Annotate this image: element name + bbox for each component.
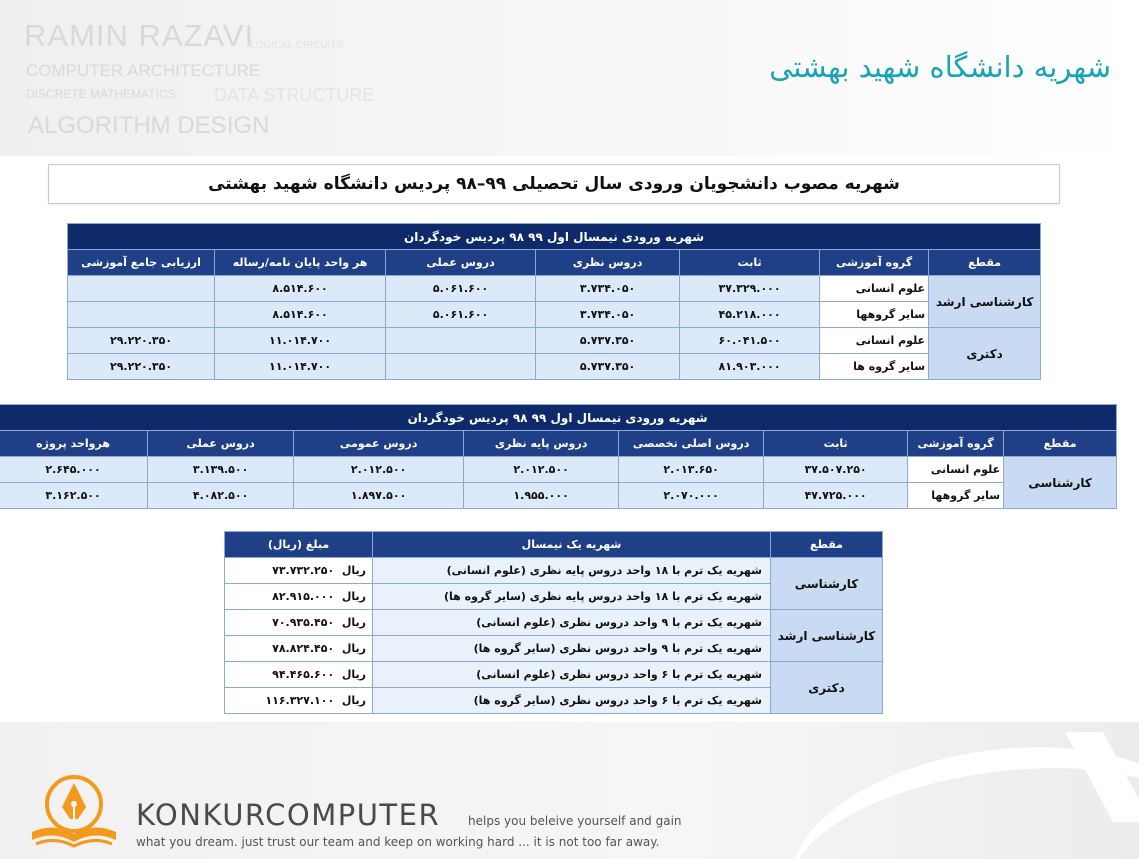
practical-cell: ۵.۰۶۱.۶۰۰ <box>386 302 536 328</box>
table2-header-fixed: ثابت <box>764 431 908 457</box>
thesis-cell: ۸.۵۱۴.۶۰۰ <box>215 302 386 328</box>
level-cell: کارشناسی <box>771 558 883 610</box>
amount-value: ۸۲.۹۱۵.۰۰۰ <box>272 590 335 603</box>
table1-header-exam: ارزیابی جامع آموزشی <box>68 250 215 276</box>
table-row <box>225 558 883 584</box>
description-cell: شهریه یک ترم با ۱۸ واحد دروس پایه نظری (سایر گروه ها) <box>373 584 771 610</box>
currency-label: ریال <box>341 642 366 655</box>
practical-cell: ۴.۰۸۲.۵۰۰ <box>148 483 294 509</box>
level-cell: دکتری <box>929 328 1041 380</box>
watermark-logical-circuits: LOGICAL CIRCUITS <box>250 40 343 51</box>
amount-cell <box>225 584 373 610</box>
amount-value: ۷۸.۸۲۴.۴۵۰ <box>272 642 335 655</box>
basic-cell: ۱.۹۵۵.۰۰۰ <box>464 483 619 509</box>
theory-cell: ۵.۷۳۷.۳۵۰ <box>536 328 680 354</box>
description-cell: شهریه یک ترم با ۹ واحد دروس نظری (سایر گروه ها) <box>373 636 771 662</box>
exam-cell: ۲۹.۲۲۰.۳۵۰ <box>68 354 215 380</box>
level-cell: کارشناسی ارشد <box>929 276 1041 328</box>
table-row <box>68 276 1041 302</box>
currency-label: ریال <box>341 668 366 681</box>
table2-header-level: مقطع <box>1004 431 1117 457</box>
currency-label: ریال <box>341 694 366 707</box>
heading-text: شهریه مصوب دانشجویان ورودی سال تحصیلی ۹۹–۹۸ پردیس دانشگاه شهید بهشتی <box>208 174 900 194</box>
exam-cell <box>68 276 215 302</box>
practical-cell: ۵.۰۶۱.۶۰۰ <box>386 276 536 302</box>
tagline-line-2: what you dream. just trust our team and keep on working hard ... it is not too far away. <box>136 835 660 849</box>
basic-cell: ۲.۰۱۲.۵۰۰ <box>464 457 619 483</box>
fixed-cell: ۳۷.۳۲۹.۰۰۰ <box>680 276 820 302</box>
group-cell: علوم انسانی <box>908 457 1004 483</box>
group-cell: سایر گروه ها <box>820 354 929 380</box>
group-cell: سایر گروهها <box>908 483 1004 509</box>
theory-cell: ۳.۷۳۴.۰۵۰ <box>536 276 680 302</box>
thesis-cell: ۸.۵۱۴.۶۰۰ <box>215 276 386 302</box>
table1-header-theory: دروس نظری <box>536 250 680 276</box>
description-cell: شهریه یک ترم با ۹ واحد دروس نظری (علوم انسانی) <box>373 610 771 636</box>
level-cell: کارشناسی ارشد <box>771 610 883 662</box>
table-row <box>68 354 1041 380</box>
table1-header-practical: دروس عملی <box>386 250 536 276</box>
practical-cell <box>386 328 536 354</box>
exam-cell <box>68 302 215 328</box>
watermark-discrete-math: DISCRETE MATHEMATICS <box>26 87 176 101</box>
amount-value: ۹۴.۴۶۵.۶۰۰ <box>272 668 335 681</box>
description-cell: شهریه یک ترم با ۶ واحد دروس نظری (علوم انسانی) <box>373 662 771 688</box>
table3-header-level: مقطع <box>771 532 883 558</box>
table-row <box>0 457 1117 483</box>
theory-cell: ۵.۷۳۷.۳۵۰ <box>536 354 680 380</box>
table2-band-title: شهریه ورودی نیمسال اول ۹۹ ۹۸ پردیس خودگردان <box>0 405 1117 431</box>
table1-header-level: مقطع <box>929 250 1041 276</box>
fixed-cell: ۴۵.۲۱۸.۰۰۰ <box>680 302 820 328</box>
graduate-fee-table <box>67 223 1041 380</box>
table2-header-basic: دروس پایه نظری <box>464 431 619 457</box>
core-cell: ۲.۰۱۳.۶۵۰ <box>619 457 764 483</box>
pen-book-logo-icon <box>28 774 120 852</box>
exam-cell: ۲۹.۲۲۰.۳۵۰ <box>68 328 215 354</box>
description-cell: شهریه یک ترم با ۱۸ واحد دروس پایه نظری (علوم انسانی) <box>373 558 771 584</box>
thesis-cell: ۱۱.۰۱۴.۷۰۰ <box>215 354 386 380</box>
table-row <box>68 302 1041 328</box>
level-cell: کارشناسی <box>1004 457 1117 509</box>
currency-label: ریال <box>341 564 366 577</box>
practical-cell <box>386 354 536 380</box>
group-cell: علوم انسانی <box>820 276 929 302</box>
heading-box <box>48 164 1060 204</box>
currency-label: ریال <box>341 616 366 629</box>
fixed-cell: ۸۱.۹۰۳.۰۰۰ <box>680 354 820 380</box>
amount-value: ۱۱۶.۳۲۷.۱۰۰ <box>265 694 335 707</box>
amount-cell <box>225 610 373 636</box>
currency-label: ریال <box>341 590 366 603</box>
table2-header-core: دروس اصلی تخصصی <box>619 431 764 457</box>
semester-fee-table <box>224 531 883 714</box>
table3-header-description: شهریه یک نیمسال <box>373 532 771 558</box>
watermark-name: RAMIN RAZAVI <box>24 18 255 53</box>
table2-header-practical: دروس عملی <box>148 431 294 457</box>
practical-cell: ۳.۱۳۹.۵۰۰ <box>148 457 294 483</box>
watermark-algorithm-design: ALGORITHM DESIGN <box>28 112 270 139</box>
general-cell: ۲.۰۱۲.۵۰۰ <box>294 457 464 483</box>
amount-cell <box>225 558 373 584</box>
amount-cell <box>225 662 373 688</box>
watermark-computer-architecture: COMPUTER ARCHITECTURE <box>26 61 261 80</box>
table1-header-thesis: هر واحد پایان نامه/رساله <box>215 250 386 276</box>
project-cell: ۳.۱۶۲.۵۰۰ <box>0 483 148 509</box>
table1-band-title: شهریه ورودی نیمسال اول ۹۹ ۹۸ پردیس خودگردان <box>68 224 1041 250</box>
description-cell: شهریه یک ترم با ۶ واحد دروس نظری (سایر گروه ها) <box>373 688 771 714</box>
table1-header-fixed: ثابت <box>680 250 820 276</box>
table-row <box>68 328 1041 354</box>
amount-cell <box>225 688 373 714</box>
table2-header-project: هرواحد پروژه <box>0 431 148 457</box>
table-row <box>225 610 883 636</box>
thesis-cell: ۱۱.۰۱۴.۷۰۰ <box>215 328 386 354</box>
group-cell: سایر گروهها <box>820 302 929 328</box>
amount-value: ۷۳.۷۳۲.۲۵۰ <box>272 564 335 577</box>
tagline-line-1: helps you beleive yourself and gain <box>468 814 682 828</box>
general-cell: ۱.۸۹۷.۵۰۰ <box>294 483 464 509</box>
project-cell: ۲.۶۴۵.۰۰۰ <box>0 457 148 483</box>
amount-value: ۷۰.۹۳۵.۴۵۰ <box>272 616 335 629</box>
watermark-data-structure: DATA STRUCTURE <box>214 85 375 105</box>
undergraduate-fee-table <box>0 404 1117 509</box>
table1-header-group: گروه آموزشی <box>820 250 929 276</box>
table-row <box>0 483 1117 509</box>
fixed-cell: ۴۷.۷۲۵.۰۰۰ <box>764 483 908 509</box>
group-cell: علوم انسانی <box>820 328 929 354</box>
table3-header-amount: مبلغ (ریال) <box>225 532 373 558</box>
footer <box>0 722 1139 859</box>
slide-title: شهریه دانشگاه شهید بهشتی <box>769 50 1111 84</box>
theory-cell: ۳.۷۳۴.۰۵۰ <box>536 302 680 328</box>
amount-cell <box>225 636 373 662</box>
level-cell: دکتری <box>771 662 883 714</box>
table2-header-general: دروس عمومی <box>294 431 464 457</box>
fixed-cell: ۳۷.۵۰۷.۲۵۰ <box>764 457 908 483</box>
table2-header-group: گروه آموزشی <box>908 431 1004 457</box>
brand-name: KONKURCOMPUTER <box>136 798 441 832</box>
fixed-cell: ۶۰.۰۴۱.۵۰۰ <box>680 328 820 354</box>
core-cell: ۲.۰۷۰.۰۰۰ <box>619 483 764 509</box>
table-row <box>225 662 883 688</box>
